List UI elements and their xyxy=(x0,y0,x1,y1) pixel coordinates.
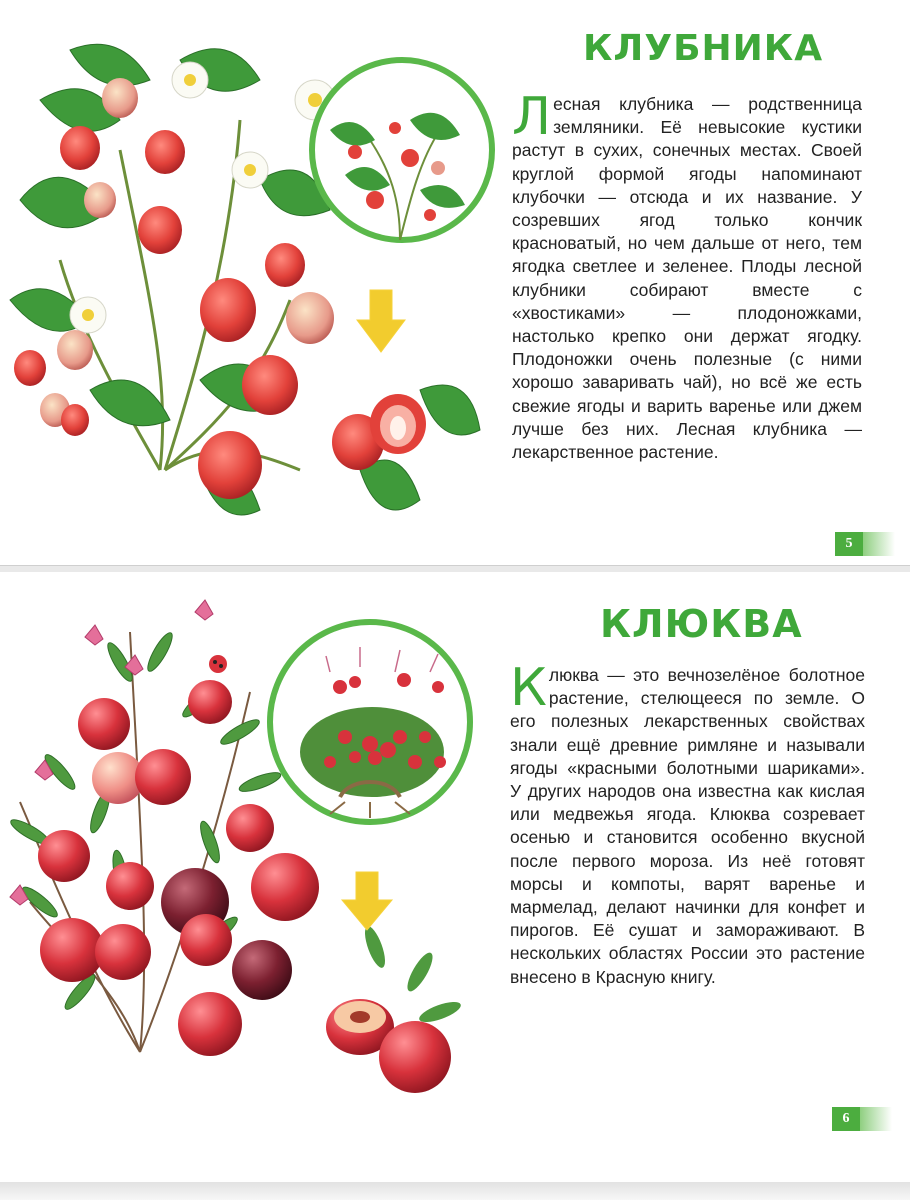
strawberry-illustration xyxy=(0,0,500,565)
cranberry-inset-circle xyxy=(270,622,470,822)
page-strawberry xyxy=(0,0,910,565)
page-number: 5 xyxy=(835,532,863,556)
cranberry-illustration xyxy=(0,572,500,1182)
page-edge-shadow xyxy=(0,1182,910,1200)
page-cranberry xyxy=(0,572,910,1182)
page-title: КЛЮКВА xyxy=(600,602,803,646)
article-text xyxy=(510,658,865,989)
article-paragraph: люква — это вечнозелёное болотное растение, стелющееся по земле. О его полезных лекарственных свойствах знали ещё древние римляне и называли ягоды «красными болотными шариками». У других народов она известна как кислая или медвежья ягода. Клюква созревает осенью и становится особенно вкусной после первого мороза. Из неё готовят морсы и компоты, варят варенье и мармелад, делают начинки для конфет и пирогов. Её сушат и замораживают. В нескольких областях России это растение внесено в Красную книгу. xyxy=(510,665,865,987)
strawberry-inset-circle xyxy=(312,60,492,240)
ladybug-icon xyxy=(209,655,227,673)
drop-cap: Л xyxy=(512,87,552,147)
down-arrow-icon xyxy=(357,290,405,352)
page-number: 6 xyxy=(832,1107,860,1131)
drop-cap: К xyxy=(510,658,547,718)
article-paragraph: есная клубника — родственница земляники. Её невысокие кустики растут в сухих, сонечных местах. Своей круглой формой ягоды напоминают клубочки — отсюда и их название. У созревших ягод только кончик красноватый, но чем дальше от него, тем ягодка светлее и зеленее. Плоды лесной клубники собирают вместе с «хвостиками» — плодоножками, настолько крепко они держат ягодку. Плодоножки очень полезные (с ними хорошо заваривать чай), но всё же есть свежие ягоды и варить варенье или джем лучше без них. Лесная клубника — лекарственное растение. xyxy=(512,94,862,463)
page-title: КЛУБНИКА xyxy=(583,28,824,69)
article-text xyxy=(512,87,862,464)
down-arrow-icon xyxy=(342,872,392,930)
